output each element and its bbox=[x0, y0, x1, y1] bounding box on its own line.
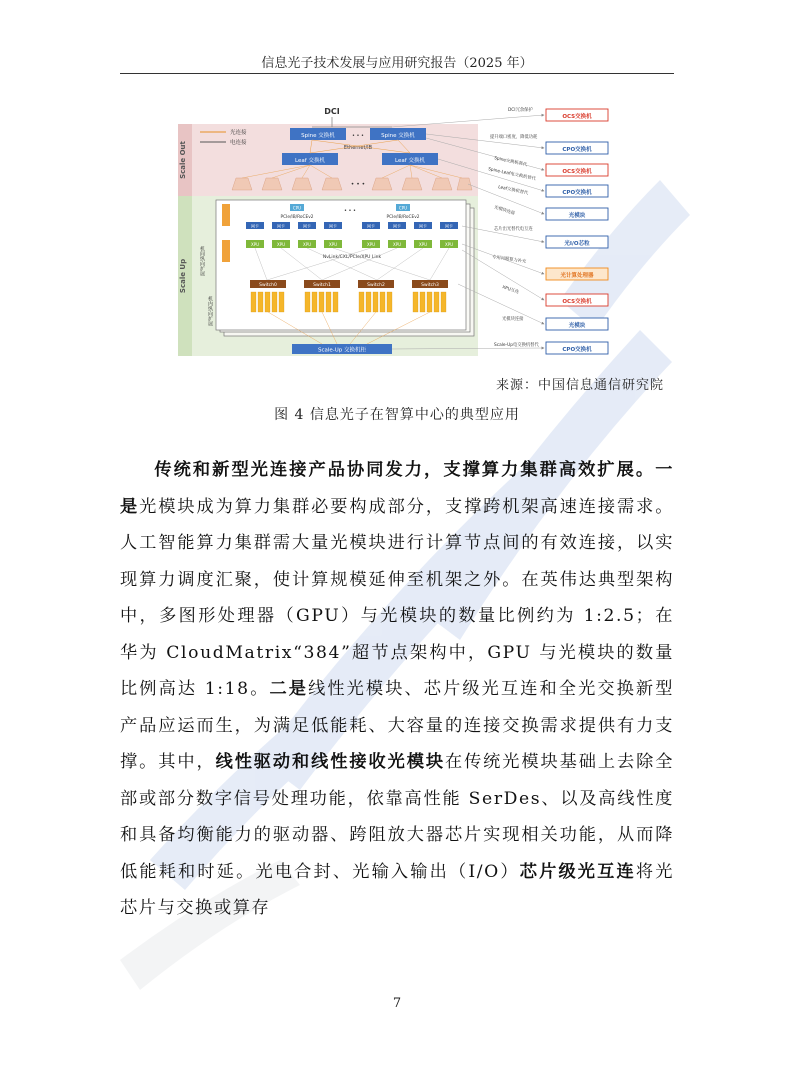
scale-up-label: Scale Up bbox=[179, 258, 187, 294]
page-number: 7 bbox=[392, 996, 402, 1011]
svg-text:Scale-Up电交换机替代: Scale-Up电交换机替代 bbox=[494, 343, 539, 348]
svg-text:光计算处理器: 光计算处理器 bbox=[560, 273, 594, 279]
figure-architecture-diagram bbox=[172, 100, 624, 362]
legend-electrical: 电连接 bbox=[230, 140, 247, 146]
legend-optical: 光连接 bbox=[230, 130, 247, 136]
figure-source: 来源：中国信息通信研究院 bbox=[495, 378, 664, 393]
switch-1: Switch1 bbox=[313, 283, 331, 288]
svg-text:Scale-Up 交换机柜: Scale-Up 交换机柜 bbox=[317, 347, 367, 354]
svg-text:网卡: 网卡 bbox=[251, 223, 259, 229]
svg-text:XPU: XPU bbox=[366, 242, 376, 247]
figure-caption: 图 4 信息光子在智算中心的典型应用 bbox=[274, 407, 520, 423]
scale-out-label: Scale Out bbox=[179, 141, 187, 179]
switch-0: Switch0 bbox=[259, 283, 277, 288]
svg-text:DCI冗余保护: DCI冗余保护 bbox=[508, 108, 533, 113]
svg-text:XPU: XPU bbox=[328, 242, 338, 247]
svg-text:PCIe/IB/RoCEv2: PCIe/IB/RoCEv2 bbox=[386, 215, 420, 220]
svg-text:网卡: 网卡 bbox=[393, 223, 401, 229]
svg-text:网卡: 网卡 bbox=[367, 223, 375, 229]
svg-text:网卡: 网卡 bbox=[445, 223, 453, 229]
svg-text:Leaf交换机替代: Leaf交换机替代 bbox=[497, 185, 529, 197]
page-header: 信息光子技术发展与应用研究报告（2025 年） bbox=[261, 56, 533, 71]
svg-text:CPO交换机: CPO交换机 bbox=[562, 147, 592, 153]
svg-text:网卡: 网卡 bbox=[277, 223, 285, 229]
dci-label: DCI bbox=[324, 107, 340, 116]
svg-text:光模块连接: 光模块连接 bbox=[502, 317, 524, 322]
paragraph-1: 传统和新型光连接产品协同发力，支撑算力集群高效扩展。一是光模块成为算力集群必要构成部分，支撑跨机架高速连接需求。人工智能算力集群需大量光模块进行计算节点间的有效连接，以实现算力调度汇聚，使计算规模延伸至机架之外。在英伟达典型架构中，多图形处理器（GPU）与光模块的数量比例约为 1:2.5；在华为 CloudMatrix“384”超节点架构中，GPU 与光模块的数量比例高达 1:18。二是线性光模块、芯片级光互连和全光交换新型产品应运而生，为满足低能耗、大容量的连接交换需求提供有力支撑。其中，线性驱动和线性接收光模块在传统光模块基础上去除全部或部分数字信号处理功能，依靠高性能 SerDes、以及高线性度和具备均衡能力的驱动器、跨阻放大器芯片实现相关功能，从而降低能耗和时延。光电合封、光输入输出（I/O）芯片级光互连将光芯片与交换或算存 bbox=[120, 460, 675, 918]
svg-text:光I/O芯粒: 光I/O芯粒 bbox=[564, 241, 590, 247]
svg-text:Leaf 交换机: Leaf 交换机 bbox=[295, 158, 325, 164]
svg-text:Spine 交换机: Spine 交换机 bbox=[381, 133, 415, 139]
svg-text:Spine 交换机: Spine 交换机 bbox=[301, 133, 335, 139]
svg-text:OCS交换机: OCS交换机 bbox=[562, 114, 592, 120]
body-text bbox=[120, 452, 674, 927]
svg-text:OCS交换机: OCS交换机 bbox=[562, 299, 592, 305]
ethernet-label: Ethernet/IB bbox=[343, 145, 373, 151]
svg-text:专用问题算力补充: 专用问题算力补充 bbox=[491, 255, 527, 265]
svg-text:芯片出光替代电互连: 芯片出光替代电互连 bbox=[494, 227, 533, 232]
svg-text:网卡: 网卡 bbox=[303, 223, 311, 229]
svg-text:XPU: XPU bbox=[250, 242, 260, 247]
svg-text:CPO交换机: CPO交换机 bbox=[562, 190, 592, 196]
svg-text:光模块: 光模块 bbox=[568, 323, 586, 329]
svg-text:• • •: • • • bbox=[343, 208, 357, 214]
svg-text:XPU: XPU bbox=[392, 242, 402, 247]
svg-text:XPU互连: XPU互连 bbox=[501, 285, 520, 296]
svg-text:Leaf 交换机: Leaf 交换机 bbox=[395, 158, 425, 164]
svg-text:提升端口密度、降低功耗: 提升端口密度、降低功耗 bbox=[490, 135, 538, 140]
svg-text:光模块: 光模块 bbox=[568, 213, 586, 219]
svg-text:CPU: CPU bbox=[292, 205, 302, 211]
header-rule bbox=[120, 73, 674, 74]
switch-3: Switch3 bbox=[421, 283, 439, 288]
svg-text:网卡: 网卡 bbox=[329, 223, 337, 229]
svg-text:网卡: 网卡 bbox=[419, 223, 427, 229]
svg-text:光模块连接: 光模块连接 bbox=[493, 205, 516, 217]
svg-text:CPU: CPU bbox=[398, 205, 408, 211]
cabinet-v-label: 机内纵向扩展 bbox=[207, 296, 213, 326]
switch-2: Switch2 bbox=[367, 283, 385, 288]
svg-text:XPU: XPU bbox=[418, 242, 428, 247]
svg-text:XPU: XPU bbox=[276, 242, 286, 247]
svg-text:OCS交换机: OCS交换机 bbox=[562, 169, 592, 175]
nvlink-label: NvLink/CXL/PCIe/XPU Link bbox=[322, 255, 382, 260]
svg-text:XPU: XPU bbox=[302, 242, 312, 247]
annotation-boxes bbox=[546, 109, 608, 354]
cabinet-h-label: 机间纵向扩展 bbox=[199, 246, 205, 276]
svg-text:Spine-Leaf电交换机替代: Spine-Leaf电交换机替代 bbox=[487, 167, 537, 183]
svg-text:• • •: • • • bbox=[350, 181, 366, 188]
svg-text:CPO交换机: CPO交换机 bbox=[562, 347, 592, 353]
svg-text:• • •: • • • bbox=[351, 133, 365, 139]
svg-text:XPU: XPU bbox=[444, 242, 454, 247]
svg-text:PCIe/IB/RoCEv2: PCIe/IB/RoCEv2 bbox=[280, 215, 314, 220]
svg-text:Spine交换机替代: Spine交换机替代 bbox=[493, 156, 528, 168]
